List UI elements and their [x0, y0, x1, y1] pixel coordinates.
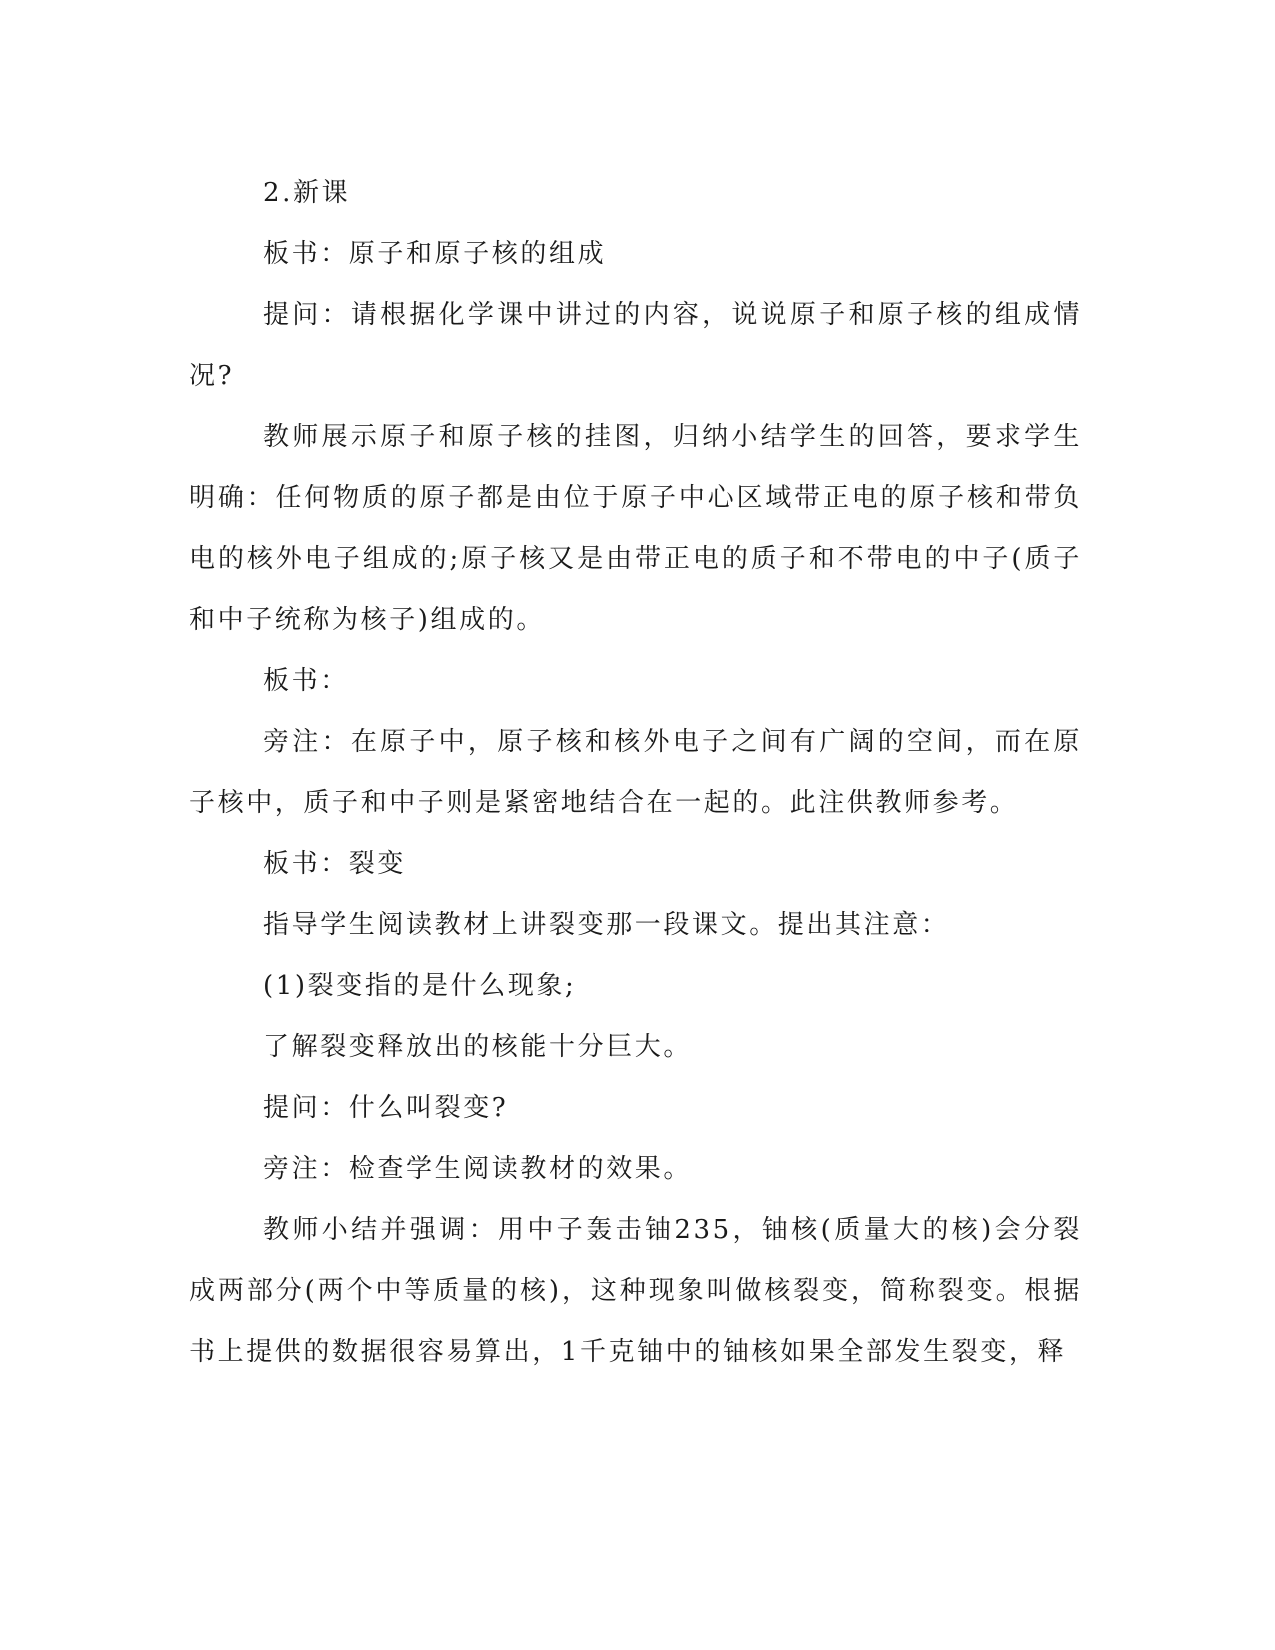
blackboard-note-fission: 板书：裂变: [263, 849, 407, 879]
teacher-summary-paragraph: 教师展示原子和原子核的挂图，归纳小结学生的回答，要求学生明确：任何物质的原子都是由位于原子中心区域带正电的原子核和带负电的核外电子组成的;原子核又是由带正电的质子和不带电的中子(质子和中子统称为核子)组成的。: [189, 422, 1082, 635]
question-paragraph: 提问：请根据化学课中讲过的内容，说说原子和原子核的组成情况?: [189, 300, 1082, 391]
side-note-check: 旁注：检查学生阅读教材的效果。: [263, 1154, 693, 1184]
list-item: (1)裂变指的是什么现象;: [263, 971, 577, 1001]
blackboard-note-title: 板书：原子和原子核的组成: [263, 239, 607, 269]
teacher-conclusion-paragraph: 教师小结并强调：用中子轰击铀235，铀核(质量大的核)会分裂成两部分(两个中等质量的核)，这种现象叫做核裂变，简称裂变。根据书上提供的数据很容易算出，1千克铀中的铀核如果全部发生裂变，释: [189, 1215, 1082, 1367]
document-body: [189, 163, 1082, 1383]
blackboard-note-empty: 板书：: [263, 666, 349, 696]
list-item: 了解裂变释放出的核能十分巨大。: [263, 1032, 693, 1062]
section-heading: 2.新课: [263, 178, 351, 208]
side-note-paragraph: 旁注：在原子中，原子核和核外电子之间有广阔的空间，而在原子核中，质子和中子则是紧密地结合在一起的。此注供教师参考。: [189, 727, 1082, 818]
reading-guide-paragraph: 指导学生阅读教材上讲裂变那一段课文。提出其注意：: [263, 910, 950, 940]
question-fission: 提问：什么叫裂变?: [263, 1093, 509, 1123]
